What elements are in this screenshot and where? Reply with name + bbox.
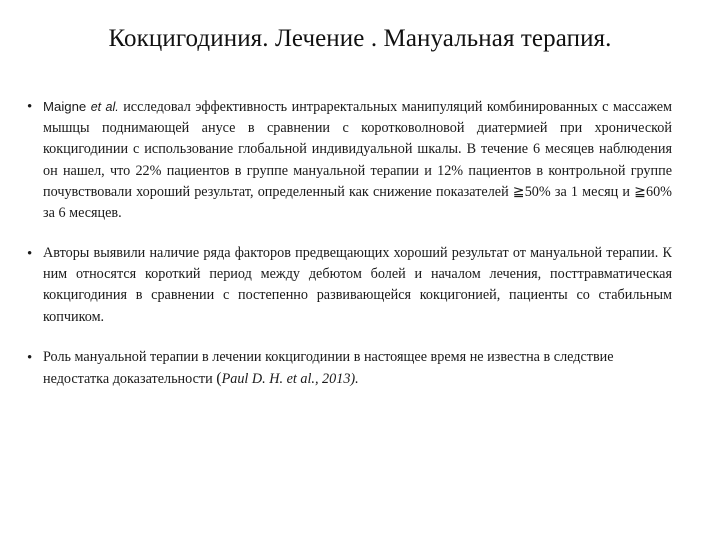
bullet-text: Авторы выявили наличие ряда факторов предвещающих хороший результат от мануальной терапии. К ним относятся короткий период между дебютом болей и началом лечения, посттравматическая кокцигодиния в сравнении с постепенно развивающейся кокцигонией, пациенты со стабильным копчиком. (43, 245, 672, 325)
citation-paren: ( (216, 370, 222, 388)
bullet-text: исследовал эффективность интраректальных манипуляций комбинированных с массажем мышцы поднимающей анусе в сравнении с коротковолновой диатермией при хронической кокцигодинии с использование глобальной индивидуальной шкалы. В течение 6 месяцев наблюдения он нашел, что 22% пациентов в группе мануальной терапии и 12% пациентов в контрольной группе почувствовали хороший результат, определенный как снижение показателей ≧50% за 1 месяц и ≧60% за 6 месяцев. (43, 99, 673, 222)
author-suffix: et al. (90, 100, 119, 114)
bullet-item-maigne (43, 96, 672, 224)
bullet-marker: • (27, 246, 33, 262)
slide-title: Кокцигодиния. Лечение . Мануальная терапия. (108, 25, 612, 52)
bullet-marker: • (27, 99, 33, 115)
bullet-item-factors (43, 243, 672, 328)
bullet-text: Роль мануальной терапии в лечении кокцигодинии в настоящее время не известна в следствие недостатка доказательности (43, 349, 614, 388)
bullet-marker: • (27, 350, 33, 366)
author-name: Maigne (43, 99, 87, 114)
citation: Paul D. H. et al., 2013). (221, 371, 359, 388)
bullet-item-role (43, 347, 672, 390)
